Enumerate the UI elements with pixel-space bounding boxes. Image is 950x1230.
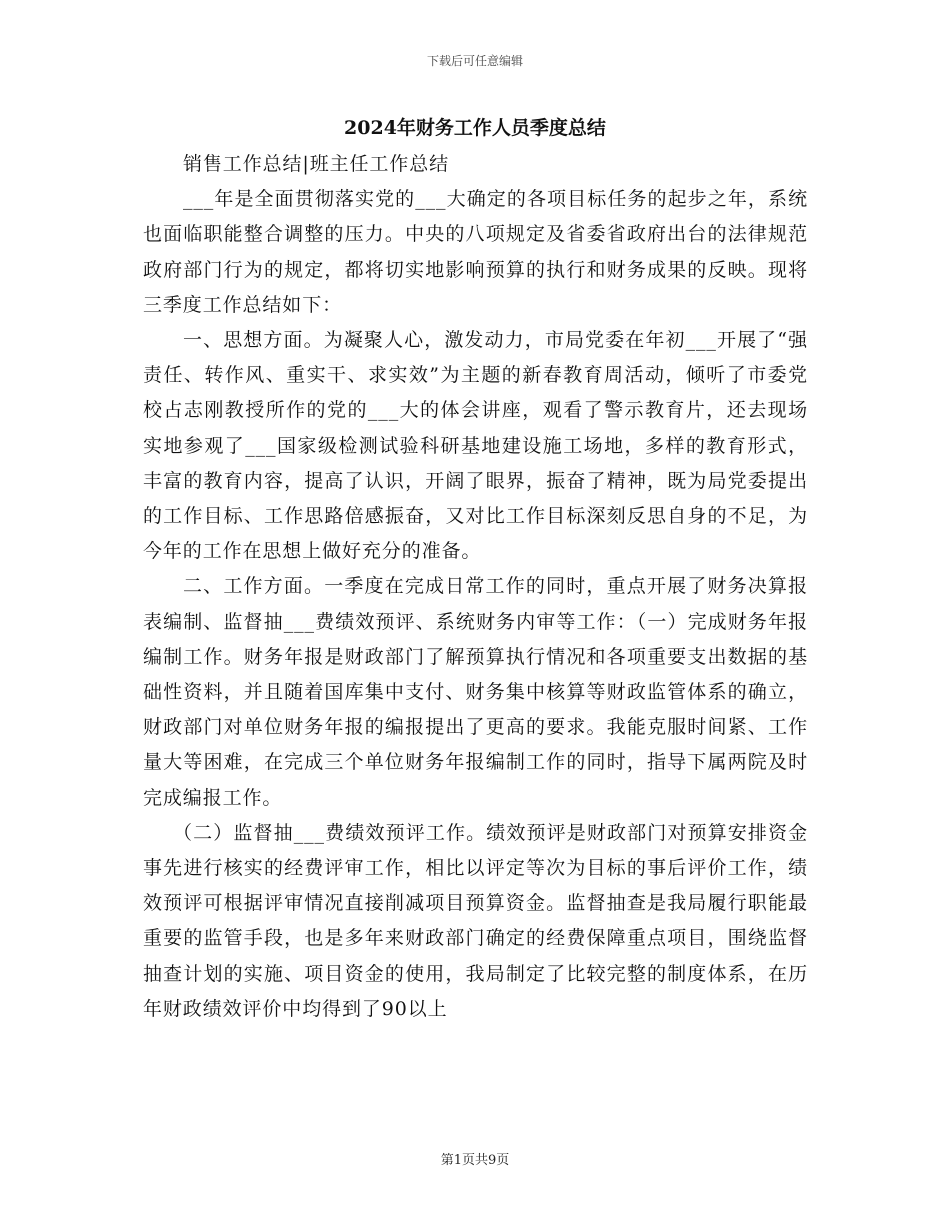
document-title: 2024年财务工作人员季度总结 xyxy=(344,117,606,139)
paragraph-category-links: 销售工作总结|班主任工作总结 xyxy=(183,153,450,175)
page-number: 第1页共9页 xyxy=(440,1153,510,1168)
document-body xyxy=(143,147,808,1027)
paragraph-supervision: （二）监督抽___费绩效预评工作。绩效预评是财政部门对预算安排资金事先进行核实的经费评审工作，相比以评定等次为目标的事后评价工作，绩效预评可根据评审情况直接削减项目预算资金。监督抽查是我局履行职能最重要的监管手段，也是多年来财政部门确定的经费保障重点项目，围绕监督抽查计划的实施、项目资金的使用，我局制定了比较完整的制度体系，在历年财政绩效评价中均得到了90以上 xyxy=(143,821,808,1020)
paragraph-work: 二、工作方面。一季度在完成日常工作的同时，重点开展了财务决算报表编制、监督抽___费绩效预评、系统财务内审等工作：（一）完成财务年报编制工作。财务年报是财政部门了解预算执行情况和各项重要支出数据的基础性资料，并且随着国库集中支付、财务集中核算等财政监管体系的确立，财政部门对单位财务年报的编报提出了更高的要求。我能克服时间紧、工作量大等困难，在完成三个单位财务年报编制工作的同时，指导下属两院及时完成编报工作。 xyxy=(143,575,808,809)
paragraph-intro: ___年是全面贯彻落实党的___大确定的各项目标任务的起步之年，系统也面临职能整合调整的压力。中央的八项规定及省委省政府出台的法律规范政府部门行为的规定，都将切实地影响预算的执行和财务成果的反映。现将三季度工作总结如下： xyxy=(143,188,808,316)
page-header-note: 下载后可任意编辑 xyxy=(426,54,523,68)
paragraph-ideology: 一、思想方面。为凝聚人心，激发动力，市局党委在年初___开展了“强责任、转作风、重实干、求实效”为主题的新春教育周活动，倾听了市委党校占志刚教授所作的党的___大的体会讲座，观看了警示教育片，还去现场实地参观了___国家级检测试验科研基地建设施工场地，多样的教育形式，丰富的教育内容，提高了认识，开阔了眼界，振奋了精神，既为局党委提出的工作目标、工作思路倍感振奋，又对比工作目标深刻反思自身的不足，为今年的工作在思想上做好充分的准备。 xyxy=(143,329,808,563)
